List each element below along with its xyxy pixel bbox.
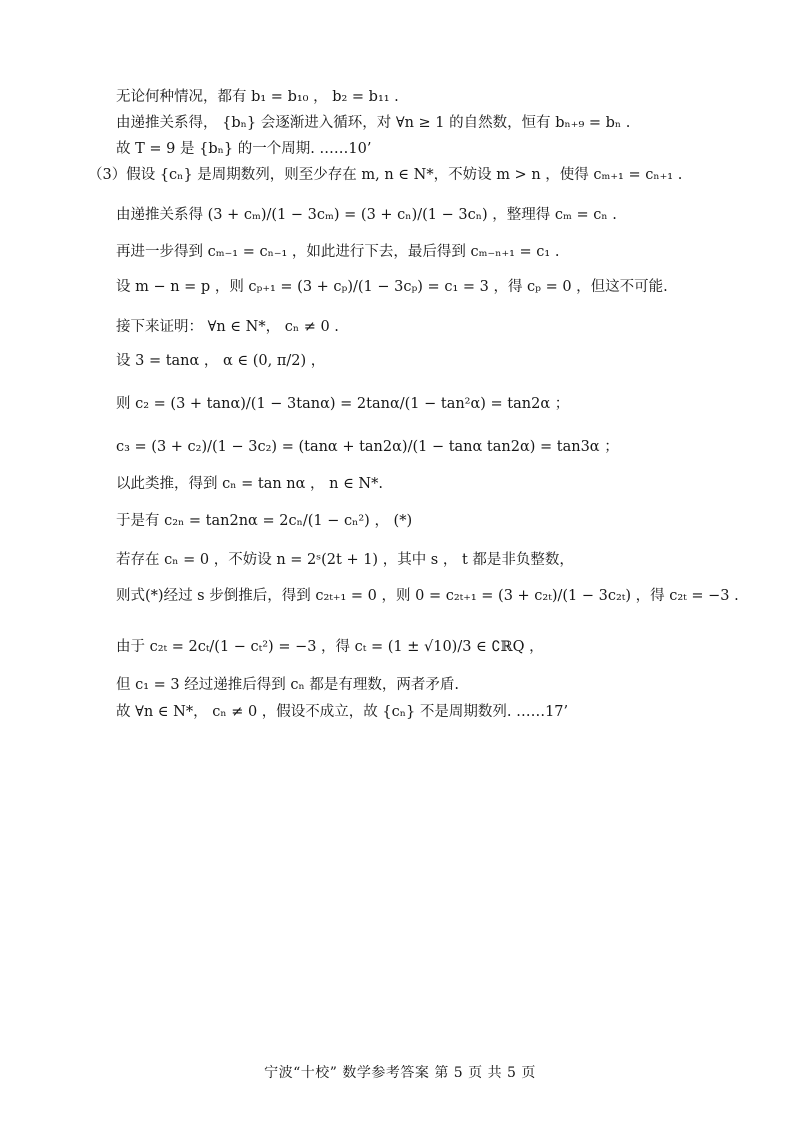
text-line-2: 由递推关系得， {bₙ} 会逐渐进入循环，对 ∀n ≥ 1 的自然数，恒有 bₙ₊₉ = bₙ . bbox=[116, 115, 631, 131]
text-line-9: 设 3 = tanα ， α ∈ (0, π/2) ， bbox=[116, 353, 326, 369]
text-line-13: 于是有 c₂ₙ = tan2nα = 2cₙ/(1 − cₙ²) ， (*) bbox=[116, 513, 413, 529]
text-line-1: 无论何种情况，都有 b₁ = b₁₀ ， b₂ = b₁₁ . bbox=[116, 89, 399, 105]
text-line-17: 但 c₁ = 3 经过递推后得到 cₙ 都是有理数，两者矛盾. bbox=[116, 677, 459, 693]
text-line-3: 故 T = 9 是 {bₙ} 的一个周期. ……10’ bbox=[116, 141, 372, 157]
text-line-4: （3）假设 {cₙ} 是周期数列，则至少存在 m, n ∈ N*，不妨设 m > n ，使得 cₘ₊₁ = cₙ₊₁ . bbox=[88, 167, 683, 183]
text-line-5: 由递推关系得 (3 + cₘ)/(1 − 3cₘ) = (3 + cₙ)/(1 − 3cₙ) ，整理得 cₘ = cₙ . bbox=[116, 207, 617, 223]
text-line-6: 再进一步得到 cₘ₋₁ = cₙ₋₁ ，如此进行下去，最后得到 cₘ₋ₙ₊₁ = c₁ . bbox=[116, 244, 560, 260]
page-footer: 宁波“十校” 数学参考答案 第 5 页 共 5 页 bbox=[264, 1065, 536, 1081]
text-line-8: 接下来证明： ∀n ∈ N*， cₙ ≠ 0 . bbox=[116, 319, 339, 335]
text-line-10: 则 c₂ = (3 + tanα)/(1 − 3tanα) = 2tanα/(1 − tan²α) = tan2α ； bbox=[116, 396, 570, 412]
text-line-18: 故 ∀n ∈ N*， cₙ ≠ 0 ，假设不成立，故 {cₙ} 不是周期数列. ……17’ bbox=[116, 704, 569, 720]
text-line-12: 以此类推，得到 cₙ = tan nα ， n ∈ N*. bbox=[116, 476, 383, 492]
text-line-7: 设 m − n = p ，则 cₚ₊₁ = (3 + cₚ)/(1 − 3cₚ) = c₁ = 3 ，得 cₚ = 0 ，但这不可能. bbox=[116, 279, 668, 295]
text-line-15: 则式(*)经过 s 步倒推后，得到 c₂ₜ₊₁ = 0 ，则 0 = c₂ₜ₊₁ = (3 + c₂ₜ)/(1 − 3c₂ₜ) ，得 c₂ₜ = −3 . bbox=[116, 588, 739, 604]
text-line-11: c₃ = (3 + c₂)/(1 − 3c₂) = (tanα + tan2α)/(1 − tanα tan2α) = tan3α ； bbox=[116, 439, 619, 455]
text-line-16: 由于 c₂ₜ = 2cₜ/(1 − cₜ²) = −3 ，得 cₜ = (1 ± √10)/3 ∈ ∁ℝQ ， bbox=[116, 639, 544, 655]
text-line-14: 若存在 cₙ = 0 ，不妨设 n = 2ˢ(2t + 1) ，其中 s ， t 都是非负整数， bbox=[116, 552, 574, 568]
